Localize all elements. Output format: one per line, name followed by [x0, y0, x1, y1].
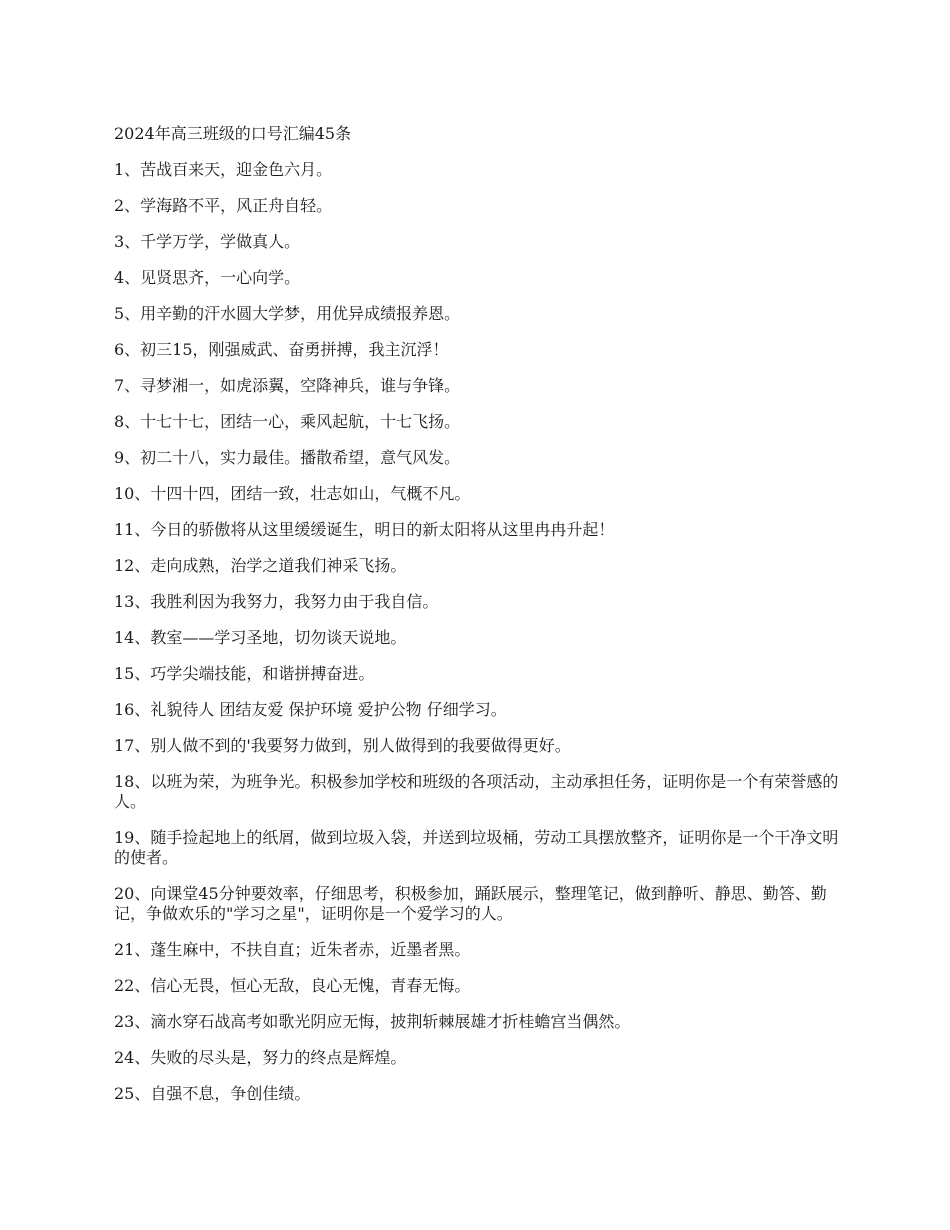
slogan-item: 14、教室——学习圣地，切勿谈天说地。 [114, 628, 407, 647]
slogan-item: 2、学海路不平，风正舟自轻。 [114, 196, 333, 215]
slogan-item: 22、信心无畏，恒心无敌，良心无愧，青春无悔。 [114, 976, 471, 995]
document-title: 2024年高三班级的口号汇编45条 [114, 124, 352, 143]
slogan-item: 12、走向成熟，治学之道我们神采飞扬。 [114, 556, 407, 575]
slogan-item: 3、千学万学，学做真人。 [114, 232, 301, 251]
slogan-item: 17、别人做不到的'我要努力做到，别人做得到的我要做得更好。 [114, 736, 571, 755]
slogan-item: 9、初二十八，实力最佳。播散希望，意气风发。 [114, 448, 461, 467]
slogan-item: 18、以班为荣，为班争光。积极参加学校和班级的各项活动，主动承担任务，证明你是一个有荣誉感的人。 [114, 772, 839, 811]
slogan-item: 13、我胜利因为我努力，我努力由于我自信。 [114, 592, 439, 611]
slogan-item: 16、礼貌待人 团结友爱 保护环境 爱护公物 仔细学习。 [114, 700, 507, 719]
slogan-item: 4、见贤思齐，一心向学。 [114, 268, 301, 287]
slogan-item: 21、蓬生麻中，不扶自直；近朱者赤，近墨者黑。 [114, 940, 471, 959]
slogan-item: 1、苦战百来天，迎金色六月。 [114, 160, 333, 179]
document-body [114, 124, 839, 1120]
slogan-item: 6、初三15，刚强威武、奋勇拼搏，我主沉浮！ [114, 340, 449, 359]
slogan-item: 25、自强不息，争创佳绩。 [114, 1084, 311, 1103]
slogan-list [114, 160, 839, 1104]
slogan-item: 5、用辛勤的汗水圆大学梦，用优异成绩报养恩。 [114, 304, 461, 323]
slogan-item: 19、随手捡起地上的纸屑，做到垃圾入袋，并送到垃圾桶，劳动工具摆放整齐，证明你是一个干净文明的使者。 [114, 828, 839, 867]
slogan-item: 11、今日的骄傲将从这里缓缓诞生，明日的新太阳将从这里冉冉升起！ [114, 520, 615, 539]
slogan-item: 10、十四十四，团结一致，壮志如山，气概不凡。 [114, 484, 471, 503]
slogan-item: 8、十七十七，团结一心，乘风起航，十七飞扬。 [114, 412, 461, 431]
slogan-item: 20、向课堂45分钟要效率，仔细思考，积极参加，踊跃展示，整理笔记，做到静听、静思、勤答、勤记，争做欢乐的"学习之星"，证明你是一个爱学习的人。 [114, 884, 827, 923]
slogan-item: 23、滴水穿石战高考如歌光阴应无悔，披荆斩棘展雄才折桂蟾宫当偶然。 [114, 1012, 631, 1031]
slogan-item: 7、寻梦湘一，如虎添翼，空降神兵，谁与争锋。 [114, 376, 461, 395]
slogan-item: 24、失败的尽头是，努力的终点是辉煌。 [114, 1048, 407, 1067]
slogan-item: 15、巧学尖端技能，和谐拼搏奋进。 [114, 664, 375, 683]
